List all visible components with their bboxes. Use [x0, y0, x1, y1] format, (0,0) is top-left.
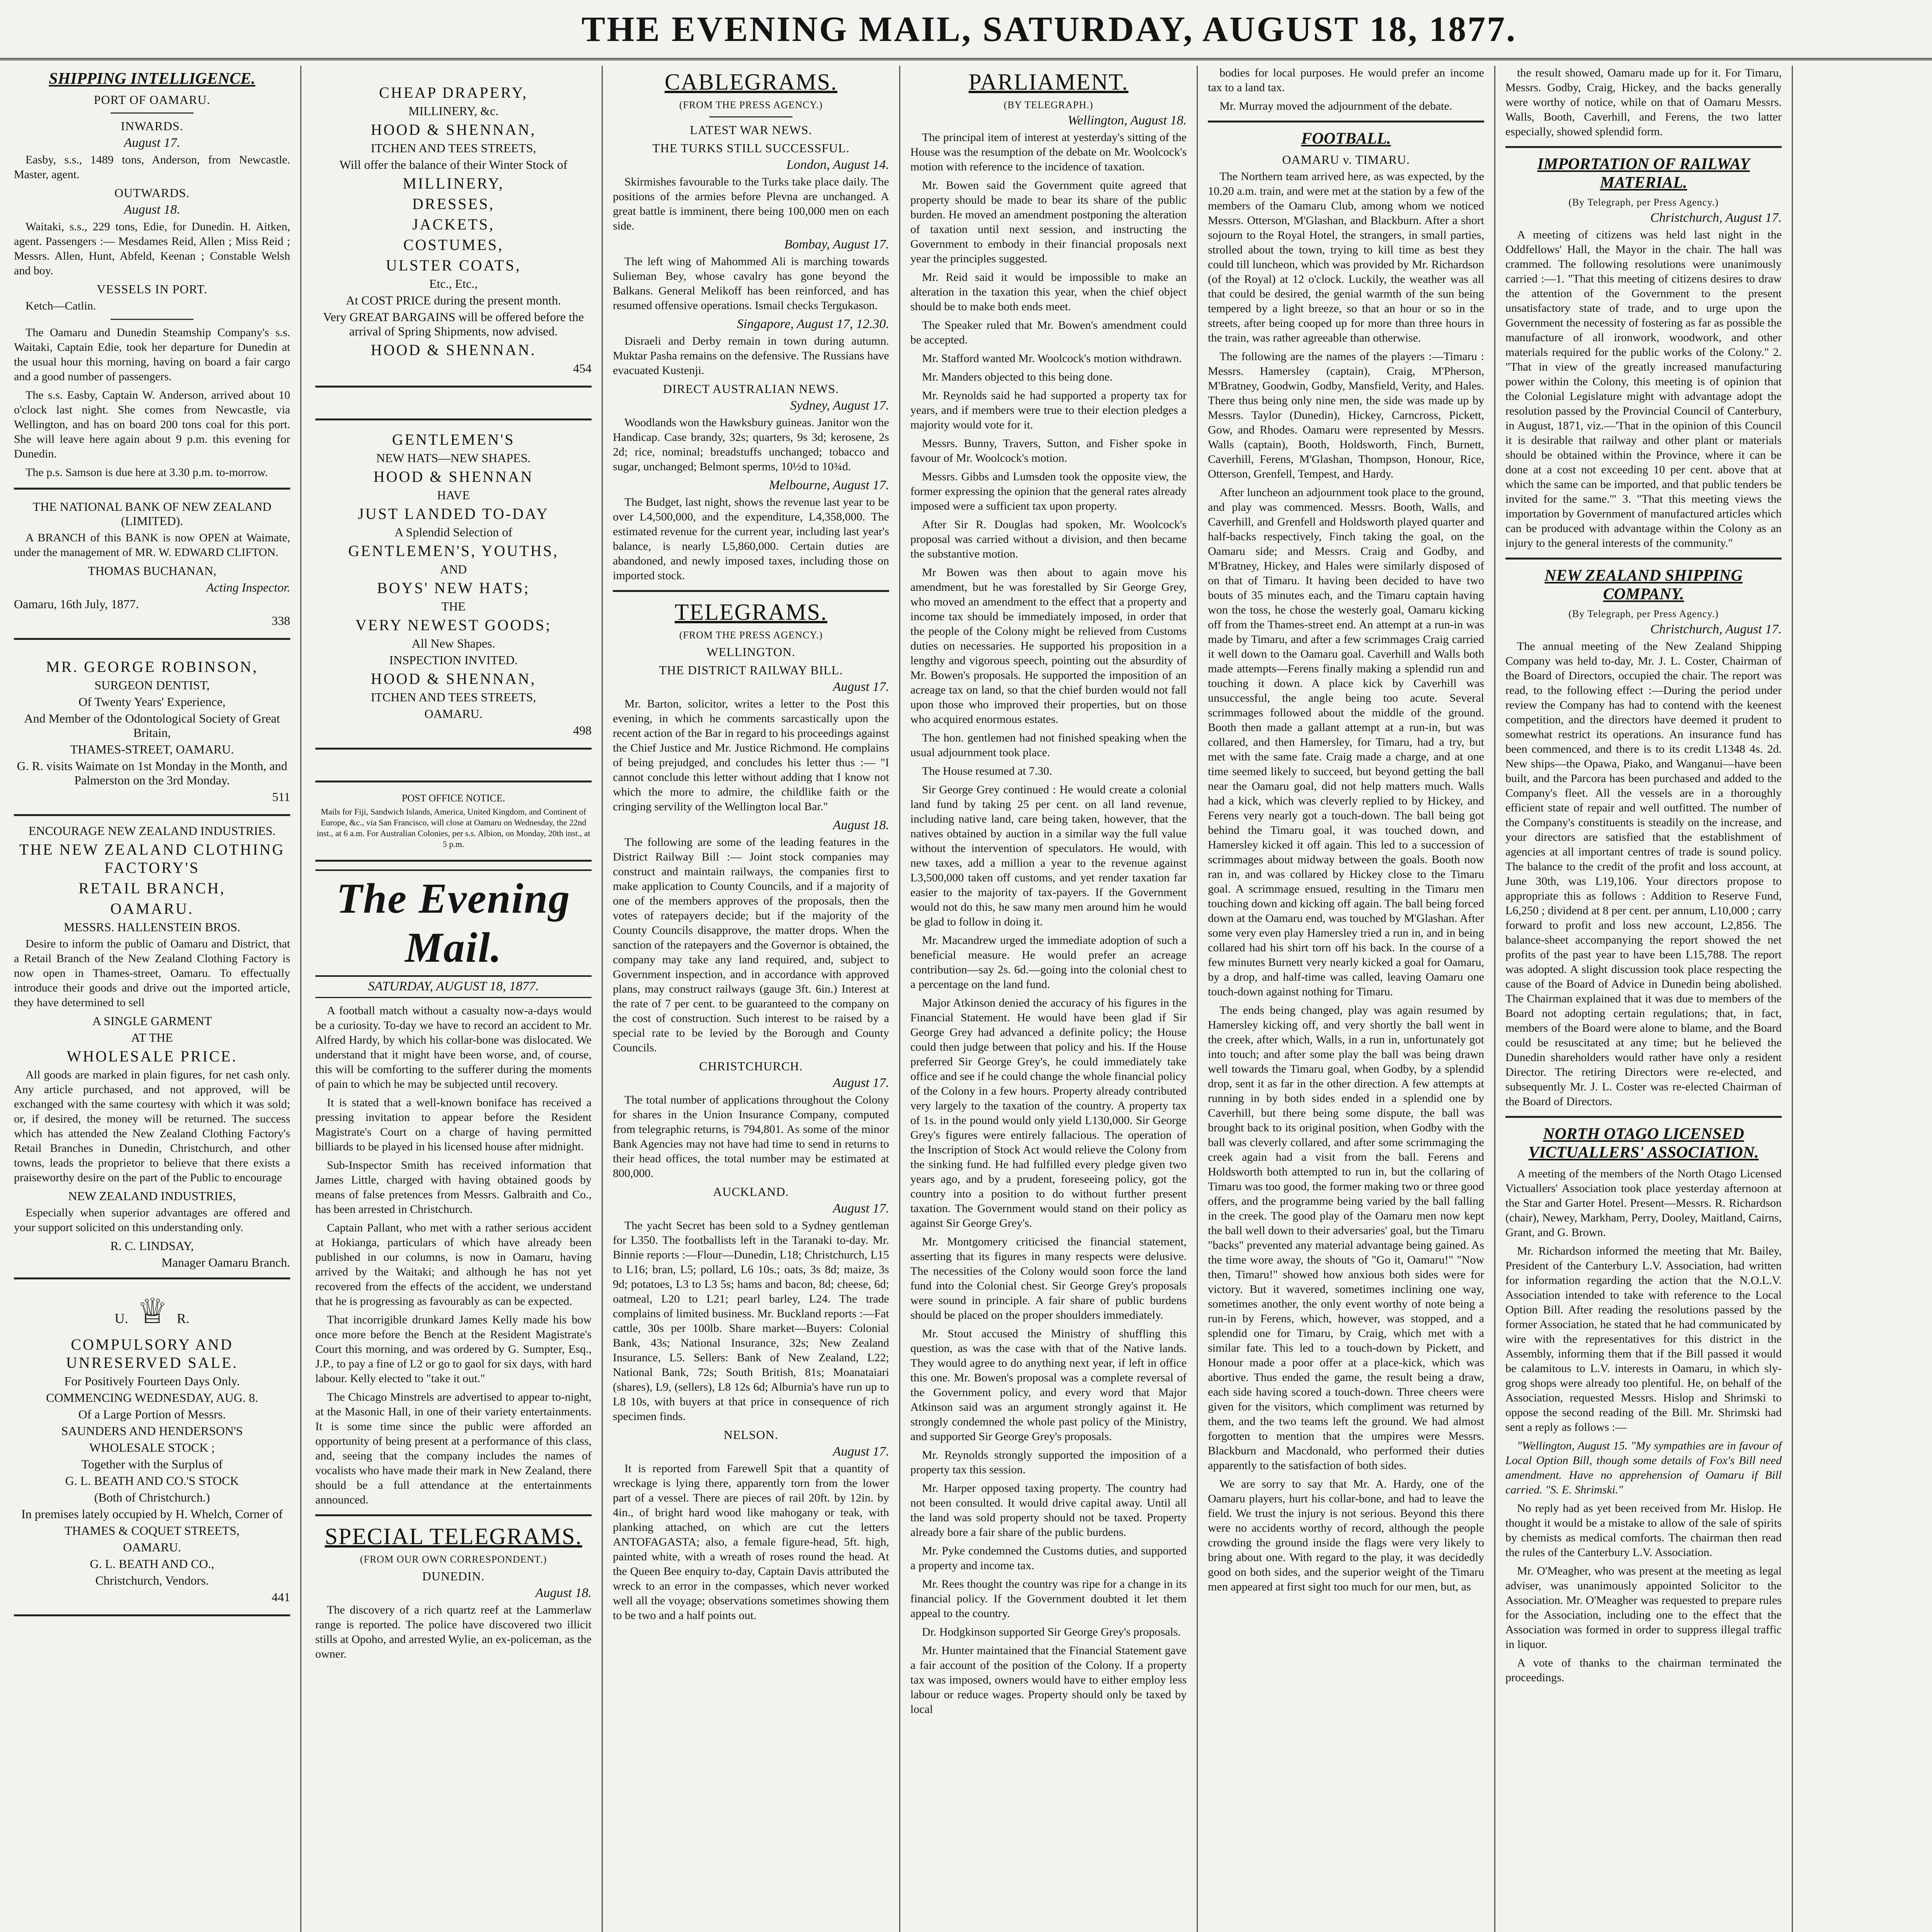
dentist-address: THAMES-STREET, OAMARU.	[70, 742, 234, 756]
bank-title: THE NATIONAL BANK OF NEW ZEALAND (LIMITED).	[32, 500, 272, 528]
parliament-paragraph: Mr. Harper opposed taxing property. The country had not been consulted. It would drive capital away. Until all the land was sold property should not be taxed. Property already bore a fair share of the public burdens.	[910, 1482, 1187, 1539]
import-sub: (By Telegraph, per Press Agency.)	[1568, 197, 1719, 208]
telegrams-title: TELEGRAMS.	[675, 599, 827, 625]
dateline: August 18.	[833, 818, 889, 832]
dentist-title: SURGEON DENTIST,	[94, 678, 210, 692]
bank-signer: THOMAS BUCHANAN,	[88, 564, 216, 578]
shipping-paragraph: The p.s. Samson is due here at 3.30 p.m. to-morrow.	[26, 466, 268, 479]
drapery-ad-number: 454	[573, 361, 592, 375]
cable-text: Skirmishes favourable to the Turks take place daily. The positions of the armies before Plevna are unchanged. A great battle is imminent, there being 100,000 men on each side.	[613, 175, 889, 232]
parliament-paragraph: Sir George Grey continued : He would create a colonial land fund by taking 25 per cent. on all land revenue, including native land, care being taken, however, that the natives obtained by auction in a similar way the full value without the intervention of speculators. He would, with new taxes, add a million a year to the revenue against L3,500,000 taken off customs, and yet render taxation far easier to the majority of tax-payers. If the Government would not do this, he saw many men around him he would be glad to follow in doing it.	[910, 783, 1187, 928]
parliament-paragraph: Mr. Macandrew urged the immediate adoption of such a beneficial measure. He would prefer an acreage contribution—say 2s. 6d.—going into the colonial chest to a percentage on the land fund.	[910, 934, 1187, 991]
sale-line: Christchurch, Vendors.	[95, 1573, 209, 1587]
outwards-text: Waitaki, s.s., 229 tons, Edie, for Dunedin. H. Aitken, agent. Passengers :— Mesdames Reid, Allen ; Miss Reid ; Messrs. Allen, Hunt, Abfeld, Keenan ; Constable Welsh and boy.	[14, 220, 290, 277]
clothing-line: WHOLESALE PRICE.	[66, 1048, 238, 1065]
dateline: London, August 14.	[786, 158, 889, 172]
parliament-sub: (BY TELEGRAPH.)	[1003, 99, 1094, 111]
royal-crest-icon: U. ♕ R.	[114, 1293, 190, 1331]
hats-line: VERY NEWEST GOODS;	[355, 616, 552, 634]
parliament-paragraph: Messrs. Gibbs and Lumsden took the opposite view, the former expressing the opinion that the general rates already imposed were a sufficient tax upon property.	[910, 470, 1187, 512]
sale-line: (Both of Christchurch.)	[94, 1490, 210, 1504]
bank-date: Oamaru, 16th July, 1877.	[14, 597, 139, 611]
hats-line: All New Shapes.	[412, 636, 495, 650]
port-heading: PORT OF OAMARU.	[94, 93, 211, 107]
victuallers-text: No reply had as yet been received from Mr. Hislop. He thought it would be a mistake to allow of the sale of spirits by chemists as medical comforts. The chairman then read the rules of the Canterbury L.V. Association.	[1505, 1502, 1782, 1559]
sale-title: COMPULSORY AND UNRESERVED SALE.	[66, 1336, 238, 1371]
telegram-text: The total number of applications throughout the Colony for shares in the Union Insurance Company, computed from telegraphic returns, is 794,801. As some of the minor Bank Agencies may not have had time to send in returns to their head offices, the total number may be estimated at 800,000.	[613, 1094, 889, 1180]
parliament-paragraph: Mr. Stout accused the Ministry of shuffling this question, as was the case with that of the Native lands. They would agree to do anything next year, if left in office this one. Mr. Bowen's proposal was a complete reversal of the Government policy, and every word that Major Atkinson said was an argument strongly against it. He strongly condemned the whole past policy of the Ministry, and supported Sir George Grey's proposals.	[910, 1327, 1187, 1443]
football-continued: the result showed, Oamaru made up for it. For Timaru, Messrs. Godby, Craig, Hickey, and the backs generally were worthy of notice, while on that of Oamaru Messrs. Walls, Booth, Caverhill, and Ferens, the two latter especially, showed splendid form.	[1505, 66, 1782, 138]
football-heading: FOOTBALL.	[1301, 130, 1391, 148]
dateline: Christchurch, August 17.	[1650, 622, 1782, 636]
hats-line: GENTLEMEN'S	[392, 431, 515, 448]
bank-text: A BRANCH of this BANK is now OPEN at Waimate, under the management of MR. W. EDWARD CLIFTON.	[14, 531, 290, 559]
shipping-heading: SHIPPING INTELLIGENCE.	[49, 70, 255, 88]
article: Captain Pallant, who met with a rather serious accident at Hokianga, particulars of which have already been published in our columns, is now in Oamaru, having arrived by the Waitaki; and although he has not yet recovered from the effects of the accident, we understand that he is progressing as favourably as can be expected.	[315, 1221, 592, 1308]
victuallers-text: A vote of thanks to the chairman terminated the proceedings.	[1505, 1656, 1782, 1684]
parliament-paragraph: Major Atkinson denied the accuracy of his figures in the Financial Statement. He would have been glad if Sir George Grey had advanced a definite policy; the House could then judge between that policy and his. If the House preferred Sir George Grey's, he could immediately take office and see if he could change the whole financial policy of the Colony in a few hours. Property already contributed very largely to the taxation of the country. A property tax of 1s. in the pound would only yield L130,000. Sir George Grey's figures were entirely fallacious. The operation of the Inscription of Stock Act would relieve the Colony from the sinking fund. He had fulfilled every pledge given two years ago, and by a prudent, foreseeing policy, got the country into a position to do without further present taxation. The Government would stand on their policy as against Sir George Grey's.	[910, 997, 1187, 1230]
parliament-paragraph: Mr. Bowen said the Government quite agreed that property should be made to bear its share of the public burden. He moved an amendment postponing the alteration of taxation until next session, and instructing the Government to embody in their financial proposals next year the principles suggested.	[910, 179, 1187, 265]
shipping-company-heading: NEW ZEALAND SHIPPING COMPANY.	[1544, 567, 1743, 603]
inwards-date: August 17.	[124, 136, 180, 150]
column-5	[1198, 66, 1495, 1932]
drapery-advertisement	[315, 73, 592, 388]
parliament-title: PARLIAMENT.	[968, 69, 1129, 95]
special-sub: (FROM OUR OWN CORRESPONDENT.)	[360, 1554, 547, 1565]
article: The Chicago Minstrels are advertised to appear to-night, at the Masonic Hall, in one of their variety entertainments. It is some time since the public were afforded an opportunity of being present at a performance of this class, and, seeing that the company includes the names of vocalists who have made their mark in New Zealand, there should be a full attendance at the entertainments announced.	[315, 1391, 592, 1506]
paper-title: The Evening Mail.	[315, 869, 592, 977]
divider	[613, 590, 889, 592]
victuallers-heading: NORTH OTAGO LICENSED VICTUALLERS' ASSOCIATION.	[1528, 1125, 1759, 1162]
clothing-line: A SINGLE GARMENT	[92, 1014, 212, 1028]
hats-line: INSPECTION INVITED.	[389, 653, 518, 667]
column-1	[4, 66, 301, 1932]
special-date: August 18.	[535, 1586, 592, 1600]
article: A football match without a casualty now-a-days would be a curiosity. To-day we have to record an accident to Mr. Alfred Hardy, by which his collar-bone was dislocated. We understand that it might have been worse, and, of course, this will be comforting to the sufferer during the moments of pain to which he may be subjected until recovery.	[315, 1004, 592, 1090]
cable-text: The Budget, last night, shows the revenue last year to be over L4,500,000, and the expenditure, L4,358,000. The estimated revenue for the current year, including last year's balance, is nearly L5,860,000. Certain duties are abandoned, and newly imposed taxes, including those on imported stock.	[613, 496, 889, 582]
clothing-role: Manager Oamaru Branch.	[161, 1255, 290, 1269]
parliament-continued: Mr. Murray moved the adjournment of the debate.	[1219, 100, 1452, 112]
masthead-title: THE EVENING MAIL, SATURDAY, AUGUST 18, 1877.	[581, 9, 1517, 49]
dateline: Sydney, August 17.	[790, 398, 889, 413]
divider	[111, 112, 194, 114]
parliament-paragraph: Dr. Hodgkinson supported Sir George Grey's proposals.	[922, 1626, 1181, 1638]
column-6	[1495, 66, 1793, 1932]
inwards-heading: INWARDS.	[121, 119, 184, 133]
dentist-visits: G. R. visits Waimate on 1st Monday in the Month, and Palmerston on the 3rd Monday.	[17, 759, 287, 787]
dateline: Bombay, August 17.	[784, 237, 889, 252]
drapery-line: HOOD & SHENNAN.	[371, 341, 536, 359]
telegram-text: It is reported from Farewell Spit that a quantity of wreckage is lying there, apparently torn from the lower part of a vessel. There are pieces of rail 20ft. by 12in. by 4in., of bright hard wood like mahogany or teak, with planking attached, on which are cut the letters ANTOFAGASTA; also, a female figure-head, 5ft. high, painted white, with a wreath of roses round the head. At the Queen Bee enquiry to-day, Captain Davis attributed the wreck to an error in the compasses, which never worked well all the voyage; observations sometimes showing them to be two and a half points out.	[613, 1462, 889, 1622]
hats-line: HOOD & SHENNAN,	[371, 670, 536, 687]
special-place: DUNEDIN.	[422, 1569, 485, 1583]
cable-text: The left wing of Mahommed Ali is marching towards Sulieman Bey, whose cavalry has gone beyond the Balkans. General Melikoff has been reinforced, and has resumed offensive operations. Ismail checks Tergukason.	[613, 255, 889, 312]
telegram-text: Mr. Barton, solicitor, writes a letter to the Post this evening, in which he comments sarcastically upon the recent action of the Bar in regard to his proceedings against the Chief Justice and Mr. Justice Richmond. He complains of being prejudged, and concludes his letter thus :— "I cannot conclude this letter without adding that I know not which the more to admire, the childlike faith or the cringing servility of the Wellington local Bar."	[613, 697, 889, 813]
drapery-line: Etc., Etc.,	[429, 277, 478, 291]
hats-line: A Splendid Selection of	[395, 525, 512, 539]
import-heading: IMPORTATION OF RAILWAY MATERIAL.	[1537, 155, 1750, 192]
drapery-line: MILLINERY,	[403, 175, 504, 192]
turks-heading: THE TURKS STILL SUCCESSFUL.	[652, 141, 850, 155]
dateline: August 17.	[833, 1201, 889, 1216]
cable-text: Woodlands won the Hawksbury guineas. Janitor won the Handicap. Case brandy, 32s; quarters, 9s 3d; kerosene, 2s 2d; rice, nominal; breadstuffs unchanged; tobacco and sugar, unchanged; Belmont sperms, 10½d to 10¾d.	[613, 416, 889, 473]
hats-line: AND	[440, 562, 467, 576]
newspaper-masthead	[0, 0, 1932, 60]
import-text: A meeting of citizens was held last night in the Oddfellows' Hall, the Mayor in the chair. The hall was crammed. The following resolutions were unanimously carried :—1. "That this meeting of citizens desires to draw the attention of the Government to the present unsatisfactory state of trade, and to urge upon the Government the necessity of fostering as far as possible the manufacture of all ironwork, woodwork, and other materials required for the public works of the Colony." 2. "That in view of the greatly increased manufacturing power within the Colony, this meeting is of opinion that the Colonial Legislature might with advantage adopt the resolution passed by the Provincial Council of Canterbury, in August, 1871, viz.—'That in the opinion of this Council it is desirable that railway and other plant or materials should be obtained within the Province, where it can be done at a cost not exceeding 10 per cent. above that at which the same can be imported, and that public tenders be invited for the same.'" 3. "That this meeting views the importation by Government of manufactured articles which can be produced with advantage within the Colony as an injury to the general interests of the community."	[1505, 228, 1782, 549]
wellington-heading: WELLINGTON.	[706, 645, 796, 659]
victuallers-quote: "Wellington, August 15. "My sympathies are in favour of Local Option Bill, though some details of Fox's Bill need amendment. Have no apprehension of Oamaru if Bill carried. "S. E. Shrimski."	[1505, 1439, 1782, 1496]
sale-line: SAUNDERS AND HENDERSON'S	[61, 1424, 243, 1438]
clothing-paragraph: Especially when superior advantages are offered and your support solicited on this understanding only.	[14, 1206, 290, 1234]
drapery-line: CHEAP DRAPERY,	[379, 84, 528, 101]
sale-ad-number: 441	[272, 1590, 290, 1604]
hats-line: ITCHEN AND TEES STREETS,	[371, 690, 536, 704]
bank-advertisement	[14, 488, 290, 640]
parliament-paragraph: Mr. Montgomery criticised the financial statement, asserting that its figures in many respects were delusive. The necessities of the Colony would soon force the land fund into the Colonial chest. Sir George Grey's proposals were sound in principle. A fair share of public burdens should be placed on the proper shoulders immediately.	[910, 1235, 1187, 1321]
parliament-paragraph: After Sir R. Douglas had spoken, Mr. Woolcock's proposal was carried without a division, and then became the substantive motion.	[910, 518, 1187, 560]
sale-line: OAMARU.	[123, 1540, 181, 1554]
parliament-paragraph: The House resumed at 7.30.	[922, 765, 1052, 777]
railway-heading: THE DISTRICT RAILWAY BILL.	[659, 663, 843, 677]
shipping-company-text: The annual meeting of the New Zealand Shipping Company was held to-day, Mr. J. L. Coster, Chairman of the Board of Directors, occupied the chair. The report was read, to the following effect :—During the period under review the Company has had to contend with the keenest competition, and the directors have deemed it prudent to somewhat restrict its operations. An insurance fund has been commenced, and there is to its credit L1348 4s. 2d. New ships—the Opawa, Piako, and Wanganui—have been built, and the Parcora has been purchased and added to the Company's fleet. All the vessels are in a thoroughly efficient state of repair and well outfitted. The number of the Company's constituents is steadily on the increase, and your directors are satisfied that the establishment of agencies at all important centres of trade is sound policy. The balance to the credit of the profit and loss account, at June 30th, was L19,106. Your directors propose to appropriate this as follows : Addition to Reserve Fund, L6,250 ; dividend at 8 per cent. per annum, L10,000 ; carry forward to profit and loss new account, L2,856. The balance-sheet accompanying the report showed the net profits of the past year to have been L15,788. The report was adopted. A slight discussion took place respecting the cause of the Board of Advice in Dunedin being abolished. The Chairman explained that it was due to members of the Board not adopting certain regulations; that, in fact, members of the Board were alone to blame, and the Board could be resuscitated at any time; but he believed the Dunedin shareholders would rather have only a resident Director. The retiring Directors were re-elected, and subsequently Mr. J. L. Coster was re-elected Chairman of the Board of Directors.	[1505, 640, 1782, 1108]
telegram-text: The yacht Secret has been sold to a Sydney gentleman for L350. The footballists left in the Taranaki to-day. Mr. Binnie reports :—Flour—Dunedin, L18; Christchurch, L15 to L16; bran, L5; pollard, L6 10s.; oats, 3s 8d; maize, 3s 9d; potatoes, L3 to L3 5s; hams and bacon, 8d; cheese, 6d; oatmeal, L20 to L21; pearl barley, L24. The trade complains of limited business. Mr. Buckland reports :—Fat cattle, 30s per 100lb. Share market—Buyers: Colonial Bank, 43s; National Insurance, 32s; New Zealand Insurance, L5. Sellers: Bank of New Zealand, L22; National Bank, 72s; South British, 81s; Moanataiari (shares), L9, (sellers), L8 12s 6d; Alburnia's have run up to L8 10s, with buyers at that price in consequence of rich specimen finds.	[613, 1219, 889, 1423]
clothing-line: OAMARU.	[110, 900, 194, 917]
shipping-company-sub: (By Telegraph, per Press Agency.)	[1568, 608, 1719, 619]
column-4	[900, 66, 1198, 1932]
drapery-line: Very GREAT BARGAINS will be offered before the arrival of Spring Shipments, now advised.	[323, 310, 584, 338]
hats-line: JUST LANDED TO-DAY	[357, 505, 549, 522]
clothing-signer: R. C. LINDSAY,	[110, 1239, 194, 1253]
divider	[709, 116, 793, 117]
shipping-paragraph: The s.s. Easby, Captain W. Anderson, arrived about 10 o'clock last night. She comes from Newcastle, via Wellington, and has on board 200 tons coal for this port. She will leave here again about 9 p.m. this evening for Dunedin.	[14, 389, 290, 460]
sale-line: COMMENCING WEDNESDAY, AUG. 8.	[46, 1391, 258, 1405]
sale-line: In premises lately occupied by H. Whelch, Corner of	[21, 1507, 283, 1521]
article: That incorrigible drunkard James Kelly made his bow once more before the Bench at the Resident Magistrate's Court this morning, and was ordered by G. Sumpter, Esq., J.P., to pay a fine of L2 or go to gaol for six days, with hard labour. Kelly elected to "take it out."	[315, 1313, 592, 1385]
hats-line: HAVE	[437, 488, 470, 502]
football-paragraph: The Northern team arrived here, as was expected, by the 10.20 a.m. train, and were met at the station by a few of the members of the Oamaru Club, among whom we noticed Messrs. Otterson, M'Glashan, and Blackburn. After a short sojourn to the Royal Hotel, the strangers, in small parties, strolled about the town, trying to kill time as best they could till luncheon, which was provided by Mr. Richardson (of the Royal) at 12 o'clock. Luckily, the weather was all that could be desired, the genial warmth of the sun being tempered by a light breeze, so that an hour or so in the streets, after being cooped up for more than three hours in the train, was rather agreeable than otherwise.	[1208, 170, 1484, 344]
parliament-paragraph: Mr. Reid said it would be impossible to make an alteration in the taxation this year, when the chief object should be to make both ends meet.	[910, 271, 1187, 313]
sale-line: G. L. BEATH AND CO.,	[90, 1557, 214, 1571]
parliament-paragraph: The principal item of interest at yesterday's sitting of the House was the resumption of the debate on Mr. Woolcock's motion with reference to the incidence of taxation.	[910, 131, 1187, 173]
in-port-text: Ketch—Catlin.	[26, 299, 96, 312]
paper-date: SATURDAY, AUGUST 18, 1877.	[315, 979, 592, 998]
clothing-line: AT THE	[131, 1031, 173, 1044]
post-title: POST OFFICE NOTICE.	[401, 793, 505, 804]
dentist-line: Of Twenty Years' Experience,	[78, 695, 226, 709]
parliament-paragraph: Mr. Manders objected to this being done.	[922, 371, 1113, 383]
nelson-heading: NELSON.	[723, 1428, 779, 1442]
dentist-ad-number: 511	[272, 790, 290, 804]
emblem-right: R.	[177, 1311, 190, 1326]
clothing-line: RETAIL BRANCH,	[78, 879, 226, 897]
emblem-left: U.	[114, 1311, 128, 1326]
cable-text: Disraeli and Derby remain in town during autumn. Muktar Pasha remains on the defensive. The Russians have evacuated Kustenji.	[613, 335, 889, 377]
clothing-line: MESSRS. HALLENSTEIN BROS.	[64, 920, 240, 934]
drapery-line: COSTUMES,	[403, 236, 504, 253]
dateline: Wellington, August 18.	[1068, 113, 1187, 128]
dentist-advertisement	[14, 648, 290, 816]
cablegrams-title: CABLEGRAMS.	[664, 69, 838, 95]
article: It is stated that a well-known boniface has received a pressing invitation to appear before the Resident Magistrate's Court on a charge of having permitted billiards to be played in his licensed house after midnight.	[315, 1096, 592, 1153]
direct-heading: DIRECT AUSTRALIAN NEWS.	[663, 382, 839, 396]
christchurch-heading: CHRISTCHURCH.	[699, 1059, 803, 1073]
dentist-line: And Member of the Odontological Society of Great Britain,	[24, 711, 280, 740]
clothing-line: THE NEW ZEALAND CLOTHING FACTORY'S	[19, 841, 285, 876]
hats-line: BOYS' NEW HATS;	[377, 579, 530, 597]
dateline: August 17.	[833, 1444, 889, 1459]
drapery-line: HOOD & SHENNAN,	[371, 121, 536, 138]
post-text: Mails for Fiji, Sandwich Islands, America, United Kingdom, and Continent of Europe, &c., via San Francisco, will close at Oamaru on Wednesday, the 22nd inst., at 6 a.m. For Australian Colonies, per s.s. Albion, on Monday, 20th inst., at 5 p.m.	[316, 807, 590, 849]
parliament-paragraph: Mr. Reynolds strongly supported the imposition of a property tax this session.	[910, 1449, 1187, 1476]
cablegrams-sub: (FROM THE PRESS AGENCY.)	[679, 99, 823, 111]
dateline: Singapore, August 17, 12.30.	[737, 317, 889, 331]
parliament-report	[910, 130, 1187, 1717]
match-heading: OAMARU v. TIMARU.	[1282, 153, 1410, 167]
football-paragraph: After luncheon an adjournment took place to the ground, and play was commenced. Messrs. Booth, Walls, and Caverhill, and Grenfell and Holdsworth played quarter and half-backs respectively, Finch taking the goal, on the Oamaru side; and Messrs. Craig and Godby, and M'Bratney, Hickey, and Hales were similarly disposed of on that of Timaru. It having been decided to have two bouts of 35 minutes each, and the Timaru captain having won the toss, he chose the westerly goal, Oamaru kicking off from the Thames-street end. An attempt at a run-in was made by Timaru, and after a few scrimmages Craig carried it well down to the Oamaru goal. Caverhill and Walls both made attempts—Ferens finally making a splendid run and touching it down. A place kick by Caverhill was unsuccessful, the angle being too acute. Several scrimmages followed about the middle of the ground. Booth then made a gallant attempt at a run-in, but was collared, and then Hamersley, for Timaru, had a try, but met with the same fate. Craig made a charge, and at one time seemed likely to succeed, but beyond getting the ball near the Oamaru goal, did not help matters much. Walls had a kick, which was cleverly replied to by Hickey, and Ferens very nearly got a touch-down. The ball being got behind the Timaru goal, it was touched down, and Hamersley kicked it off again. This led to a succession of scrimmages about midway between the goals. Booth now ran in, and was collared by Hickey close to the Timaru goal. A scrimmage ensued, resulting in the Timaru men touching down and kicking off again. The ball being forced down at the Oamaru end, was touched by M'Glashan. After some very even play Hamersley tried a run in, and in being collared had his shirt torn off his back. In the course of a few minutes Burnett very nearly kicked a goal for Oamaru, by a drop, and half-time was called, leaving Oamaru one touch-down against nothing for Timaru.	[1208, 486, 1484, 998]
article: Sub-Inspector Smith has received information that James Little, charged with having obtained goods by means of false pretences from Messrs. Galbraith and Co., has been arrested in Christchurch.	[315, 1159, 592, 1216]
victuallers-text: A meeting of the members of the North Otago Licensed Victuallers' Association took place yesterday afternoon at the Star and Garter Hotel. Present—Messrs. R. Richardson (chair), Newey, Markham, Perry, Dooley, Maitland, Cairns, Grant, and G. Brown.	[1505, 1167, 1782, 1239]
war-heading: LATEST WAR NEWS.	[690, 123, 812, 137]
drapery-line: DRESSES,	[412, 195, 495, 213]
clothing-line: NEW ZEALAND INDUSTRIES,	[68, 1189, 236, 1203]
parliament-paragraph: Mr. Pyke condemned the Customs duties, and supported a property and income tax.	[910, 1544, 1187, 1572]
sale-line: Together with the Surplus of	[81, 1457, 223, 1471]
drapery-line: ULSTER COATS,	[386, 257, 521, 274]
parliament-paragraph: Messrs. Bunny, Travers, Sutton, and Fisher spoke in favour of Mr. Woolcock's motion.	[910, 437, 1187, 464]
post-office-notice	[315, 781, 592, 862]
dateline: August 17.	[833, 680, 889, 694]
dateline: August 17.	[833, 1076, 889, 1090]
inwards-text: Easby, s.s., 1489 tons, Anderson, from Newcastle. Master, agent.	[14, 153, 290, 181]
parliament-paragraph: Mr. Hunter maintained that the Financial Statement gave a fair account of the position of the Colony. If a property tax was imposed, owners would have to either employ less labour or reduce wages. Property should only be taxed by local	[910, 1644, 1187, 1716]
in-port-heading: VESSELS IN PORT.	[97, 282, 207, 296]
parliament-paragraph: The Speaker ruled that Mr. Bowen's amendment could be accepted.	[910, 319, 1187, 346]
bank-role: Acting Inspector.	[206, 580, 290, 594]
divider	[1505, 1116, 1782, 1118]
divider	[1505, 558, 1782, 560]
hats-line: HOOD & SHENNAN	[373, 468, 534, 485]
column-2	[305, 66, 603, 1932]
hats-line: THE	[441, 599, 466, 613]
auckland-heading: AUCKLAND.	[713, 1185, 789, 1199]
telegram-text: The following are some of the leading features in the District Railway Bill :— Joint stock companies may construct and maintain railways, the companies first to make application to County Councils, and if a majority of one of the members approves of the proposals, then the votes of ratepayers decide; but if the majority of the County Councils disapprove, the matter drops. When the sanction of the ratepayers and the Governor is obtained, the company may take any land required, and, subject to Government inspection, and in accordance with approved plans, may construct railways (gauge 3ft. 6in.) Interest at the rate of 7 per cent. to be guaranteed to the company on the cost of construction. Such interest to be raised by a special rate to be levied by the Borough and County Councils.	[613, 836, 889, 1054]
dateline: Melbourne, August 17.	[769, 478, 889, 492]
divider	[1208, 121, 1484, 122]
clothing-paragraph: All goods are marked in plain figures, for net cash only. Any article purchased, and not approved, will be exchanged with the same courtesy with which it was sold; or, if desired, the money will be returned. The success which has attended the New Zealand Clothing Factory's Retail Branches in Dunedin, Christchurch, and other towns, leads the proprietor to believe that there exists a praiseworthy desire on the part of the Public to encourage	[14, 1068, 290, 1184]
drapery-line: JACKETS,	[412, 216, 495, 233]
hats-line: OAMARU.	[424, 707, 483, 721]
hats-advertisement	[315, 418, 592, 750]
football-paragraph: We are sorry to say that Mr. A. Hardy, one of the Oamaru players, hurt his collar-bone, and had to leave the field. We trust the injury is not serious. Beyond this there were no accidents worthy of record, although the people crowding the ground inside the flags were very likely to bring about one. With regard to the play, it was decidedly good on both sides, and the superior weight of the Timaru men appeared at first sight too much for our men, but, as	[1208, 1478, 1484, 1593]
drapery-line: ITCHEN AND TEES STREETS,	[371, 141, 536, 155]
parliament-paragraph: Mr Bowen was then about to again move his amendment, but he was forestalled by Sir George Grey, who moved an amendment to the effect that a property and income tax should be immediately imposed, in order that the people of the Colony might be relieved from Customs duties on necessaries. He supported his proposition in a lengthy and vigorous speech, pointing out the absurdity of Mr. Bowen's proposals. He supported the imposition of an acreage tax on land, so that the chief burden would not fall upon those who improved their properties, but on those who acquired enormous estates.	[910, 566, 1187, 726]
sale-line: G. L. BEATH AND CO.'S STOCK	[65, 1474, 239, 1488]
hats-line: GENTLEMEN'S, YOUTHS,	[348, 542, 559, 560]
divider	[315, 1514, 592, 1516]
hats-ad-number: 498	[573, 723, 592, 737]
football-paragraph: The following are the names of the players :—Timaru : Messrs. Hamersley (captain), Craig, M'Pherson, M'Bratney, Goodwin, Godby, Mansfield, Verity, and Hales. There thus being only nine men, the side was made up by Messrs. Taylor (Dunedin), Hickey, Carncross, Pickett, Gow, and Rhodes. Oamaru were represented by Messrs. Walls (captain), Booth, Holdsworth, Finch, Burnett, Caverhill, Ferens, M'Glashan, Thompson, Honour, Rice, Otterson, Grenfell, Tempest, and Hardy.	[1208, 350, 1484, 480]
drapery-line: Will offer the balance of their Winter Stock of	[339, 158, 568, 172]
sale-line: THAMES & COQUET STREETS,	[65, 1524, 240, 1537]
clothing-paragraph: Desire to inform the public of Oamaru and District, that a Retail Branch of the New Zealand Clothing Factory is now open in Thames-street, Oamaru. To effectually introduce their goods and drive out the imported article, they have determined to sell	[14, 937, 290, 1009]
football-paragraph: The ends being changed, play was again resumed by Hamersley kicking off, and very shortly the ball went in the creek, after which, Walls, in a run in, unfortunately got into touch; and after some play the ball was being drawn well towards the Timaru goal, when Godby, by a splendid drop, sent it as far in the other direction. A few attempts at running in by both sides ended in a splendid one by Caverhill, but there being some dispute, the ball was brought back to its original position, when Godby with the ball was cleverly collared, and after some scrimmaging the creek again had a visit from the ball. Ferens and Holdsworth both attempted to run in, but the collaring of Timaru was too good, the former making two or three good offers, and the programme being varied by the ball falling in the creek. The good play of the Oamaru men now kept the ball well down to their adversaries' goal, but the Timaru "backs" prevented any material advantage being gained. As the time wore away, the shouts of "Go it, Oamaru!" "Now then, Timaru!" showed how anxious both sides were for victory. But it wavered, sometimes inclining one way, sometimes another, the only event worthy of note being a run-in by Ferens, which, however, was stopped, and a splendid one for Timaru, by Craig, which met with a similar fate. This led to a touch-down by Pickett, and Honour made a poor offer at a place-kick, which was abortive. Thus ended the game, the result being a draw, each side having scored a touch-down. Three cheers were given for the visitors, which compliment was returned by them, and the two teams left the ground. We had almost forgotten to mention that the umpires were Messrs. Blackburn and Macdonald, who performed their duties apparently to the satisfaction of both sides.	[1208, 1004, 1484, 1472]
outwards-heading: OUTWARDS.	[114, 186, 190, 200]
parliament-paragraph: Mr. Reynolds said he had supported a property tax for years, and if members were true to their election pledges a majority would vote for it.	[910, 389, 1187, 431]
bank-ad-number: 338	[272, 614, 290, 628]
victuallers-text: Mr. O'Meagher, who was present at the meeting as legal adviser, was unanimously appointed Solicitor to the Association. Mr. O'Meagher was requested to prepare rules for the Association, including one to the effect that the Association was formed in order to suppress illegal traffic in liquor.	[1505, 1565, 1782, 1651]
sale-advertisement	[14, 1277, 290, 1616]
sale-line: WHOLESALE STOCK ;	[89, 1440, 215, 1454]
football-report	[1208, 169, 1484, 1594]
victuallers-text: Mr. Richardson informed the meeting that Mr. Bailey, President of the Canterbury L.V. Association, had written for information regarding the action that the N.O.L.V. Association intended to take with reference to the Local Option Bill. After reading the resolutions passed by the former Association, he stated that he had communicated by wire with the representatives for this district in the Assembly, informing them that if the Bill passed it would be calamitous to L.V. interests in Oamaru, in which sly-grog shops were already too plentiful. He, on behalf of the Association, requested Messrs. Hislop and Shrimski to oppose the second reading of the Bill. Mr. Shrimski had sent a reply as follows :—	[1505, 1245, 1782, 1434]
hats-line: NEW HATS—NEW SHAPES.	[376, 451, 531, 465]
dateline: Christchurch, August 17.	[1650, 211, 1782, 225]
dentist-name: MR. GEORGE ROBINSON,	[46, 658, 258, 675]
sale-line: For Positively Fourteen Days Only.	[64, 1374, 240, 1388]
parliament-continued: bodies for local purposes. He would prefer an income tax to a land tax.	[1208, 66, 1484, 94]
column-3	[603, 66, 900, 1932]
clothing-title: ENCOURAGE NEW ZEALAND INDUSTRIES.	[28, 824, 276, 838]
divider	[1505, 146, 1782, 148]
telegrams-sub: (FROM THE PRESS AGENCY.)	[679, 629, 823, 641]
parliament-paragraph: Mr. Stafford wanted Mr. Woolcock's motion withdrawn.	[922, 352, 1182, 365]
sale-line: Of a Large Portion of Messrs.	[78, 1407, 226, 1421]
clothing-advertisement	[14, 824, 290, 1270]
drapery-line: MILLINERY, &c.	[408, 104, 499, 118]
drapery-line: At COST PRICE during the present month.	[346, 293, 561, 307]
outwards-date: August 18.	[124, 202, 180, 217]
parliament-paragraph: Mr. Rees thought the country was ripe for a change in its financial policy. If the Government doubted it let them appeal to the country.	[910, 1578, 1187, 1620]
special-title: SPECIAL TELEGRAMS.	[325, 1524, 582, 1549]
divider	[111, 319, 194, 320]
special-text: The discovery of a rich quartz reef at the Lammerlaw range is reported. The police have discovered two illicit stills at Opoho, and arrested Wylie, an ex-policeman, as the owner.	[315, 1604, 592, 1660]
parliament-paragraph: The hon. gentlemen had not finished speaking when the usual adjournment took place.	[910, 731, 1187, 759]
shipping-paragraph: The Oamaru and Dunedin Steamship Company's s.s. Waitaki, Captain Edie, took her departure for Dunedin at the usual hour this morning, having on board a fair cargo and a good number of passengers.	[14, 326, 290, 383]
